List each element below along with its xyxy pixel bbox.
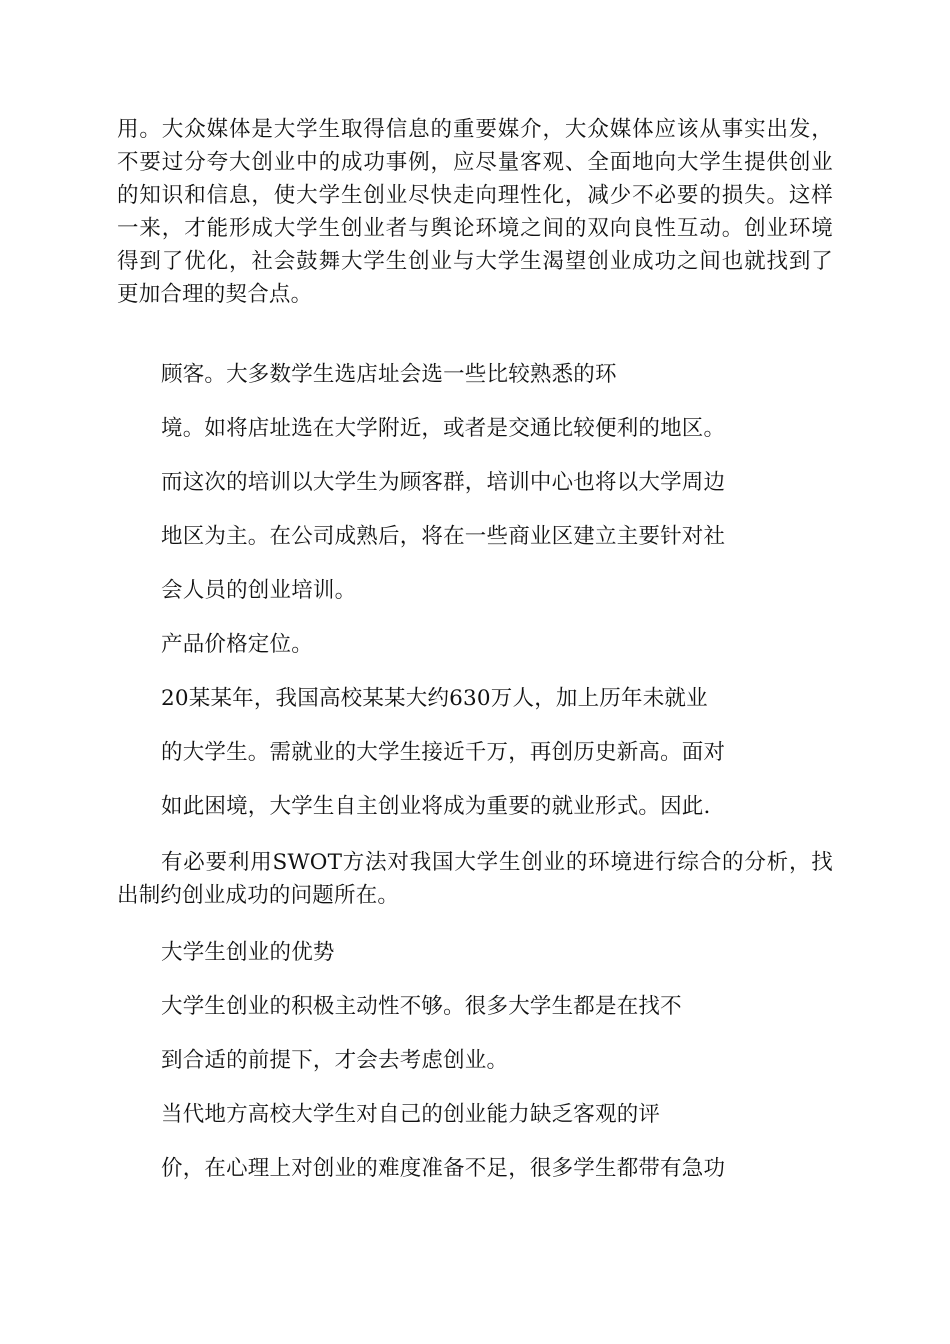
text-line-2: 境。如将店址选在大学附近，或者是交通比较便利的地区。 — [161, 416, 726, 441]
paragraph-media: 用。大众媒体是大学生取得信息的重要媒介，大众媒体应该从事实出发，不要过分夸大创业中的成功事例，应尽量客观、全面地向大学生提供创业的知识和信息，使大学生创业尽快走向理性化，减少不必要的损失。这样一来，才能形成大学生创业者与舆论环境之间的双向良性互动。创业环境得到了优化，社会鼓舞大学生创业与大学生渴望创业成功之间也就找到了更加合理的契合点。 — [117, 117, 833, 307]
text-line-3: 而这次的培训以大学生为顾客群，培训中心也将以大学周边 — [161, 470, 726, 495]
text-line-11: 大学生创业的积极主动性不够。很多大学生都是在找不 — [161, 994, 682, 1019]
text-line-10: 大学生创业的优势 — [161, 940, 335, 965]
text-line-6: 产品价格定位。 — [161, 632, 313, 657]
text-line-9: 如此困境，大学生自主创业将成为重要的就业形式。因此. — [161, 794, 711, 819]
text-line-13: 当代地方高校大学生对自己的创业能力缺乏客观的评 — [161, 1102, 661, 1127]
text-line-7: 20某某年，我国高校某某大约630万人，加上历年未就业 — [161, 686, 708, 711]
text-line-5: 会人员的创业培训。 — [161, 578, 357, 603]
text-line-4: 地区为主。在公司成熟后，将在一些商业区建立主要针对社 — [161, 524, 726, 549]
paragraph-swot: 有必要利用SWOT方法对我国大学生创业的环境进行综合的分析，找出制约创业成功的问题所在。 — [117, 850, 833, 908]
text-line-14: 价，在心理上对创业的难度准备不足，很多学生都带有急功 — [161, 1156, 726, 1181]
text-line-12: 到合适的前提下，才会去考虑创业。 — [161, 1048, 509, 1073]
text-line-8: 的大学生。需就业的大学生接近千万，再创历史新高。面对 — [161, 740, 726, 765]
text-line-1: 顾客。大多数学生选店址会选一些比较熟悉的环 — [161, 362, 617, 387]
